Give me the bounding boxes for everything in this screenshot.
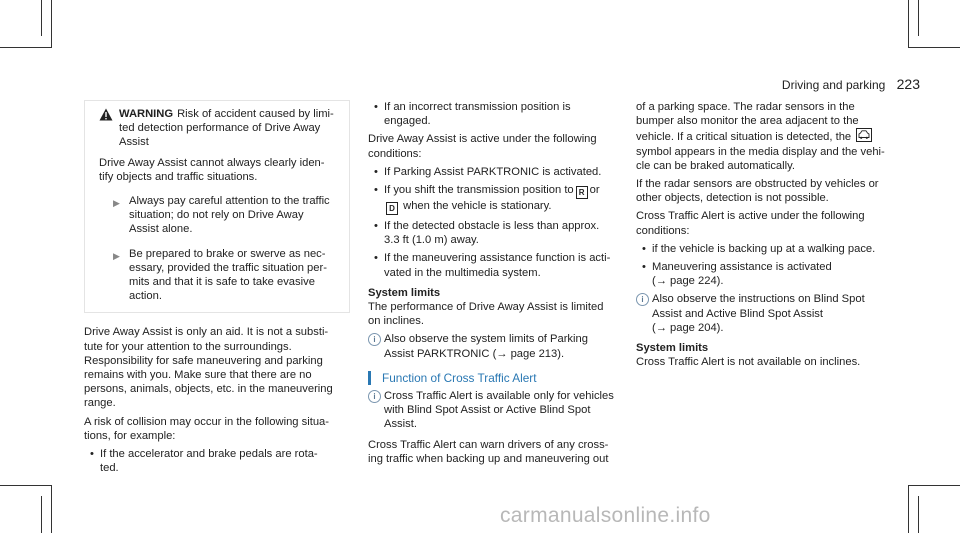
text-line: with Blind Spot Assist or Active Blind Spot [384,404,591,417]
text-line: on inclines. [368,315,424,328]
page-reference-link[interactable]: (→ page 204). [652,321,724,334]
text-line: Drive Away Assist is active under the following [368,133,597,146]
crop-mark [918,496,919,533]
crop-mark [51,0,52,48]
crop-mark [918,0,919,36]
warning-heading [97,107,343,150]
paragraph: Cross Traffic Alert is not available on inclines. [636,356,861,369]
text-line: vated in the multimedia system. [384,266,541,279]
text-line: if the vehicle is backing up at a walking pace. [652,242,876,255]
text-line: Also observe the instructions on Blind Spot [652,293,865,306]
paragraph [84,415,350,443]
page-reference-link[interactable]: Assist PARKTRONIC (→ page 213). [384,347,565,360]
info-icon: i [636,293,649,306]
list-item [368,100,622,128]
arrow-right-icon: ▶ [113,250,120,261]
warning-box [84,100,350,313]
text-line: If the radar sensors are obstructed by vehicles or [636,178,879,191]
gear-drive-symbol: D [386,202,398,215]
text-line: Assist alone. [129,223,193,236]
info-icon: i [368,390,381,403]
text-line: Also observe the system limits of Parking [384,333,588,346]
text-line: essary, provided the traffic situation per- [129,261,327,274]
warning-label: WARNING [119,108,174,120]
warning-action [99,194,343,237]
text-line: conditions: [636,224,690,237]
bullet-list [368,165,622,280]
info-icon: i [368,333,381,346]
text-line: remains with you. Make sure that there are no [84,369,312,382]
text-line: Drive Away Assist cannot always clearly iden- [99,156,325,169]
text-line: persons, animals, objects, etc. in the maneuvering [84,383,333,396]
cross-traffic-car-icon [856,128,872,142]
text-line: situation; do not rely on Drive Away [129,209,304,222]
text-line: If Parking Assist PARKTRONIC is activated. [384,165,602,178]
text-line: Maneuvering assistance is activated [652,261,832,274]
text-line: ing traffic when backing up and maneuvering out [368,452,609,465]
column-middle [368,100,622,470]
text-line: Assist. [384,418,417,431]
warning-action [99,247,343,304]
note [368,332,622,360]
watermark: carmanualsonline.info [500,504,711,527]
text-line: Cross Traffic Alert is available only for vehicles [384,390,614,403]
crop-mark [0,47,52,48]
text-line: Responsibility for safe maneuvering and parking [84,354,323,367]
crop-mark [908,485,960,486]
section-heading: Function of Cross Traffic Alert [368,371,622,385]
gear-reverse-symbol: R [576,186,588,199]
paragraph [636,177,896,205]
paragraph [636,209,896,237]
text-line: Assist and Active Blind Spot Assist [652,307,824,320]
page-reference-link[interactable]: (→ page 224). [652,275,724,288]
arrow-right-icon: ▶ [113,198,120,209]
text-line: bumper also monitor the area adjacent to the [636,115,859,128]
warning-line: Assist [119,136,149,149]
paragraph [636,100,896,173]
subheading: System limits [636,342,709,355]
text-line: engaged. [384,115,431,128]
text-line: other objects, detection is not possible. [636,192,829,205]
list-item [368,183,622,215]
list-item [636,242,896,256]
crop-mark [908,47,960,48]
bullet-list [368,100,622,128]
text-line: If you shift the transmission position to [384,184,574,197]
list-item [368,251,622,279]
text-line: cle can be braked automatically. [636,159,795,172]
text-line: action. [129,290,162,303]
note [368,389,622,432]
warning-line: Risk of accident caused by limi- [177,108,334,120]
text-line: The performance of Drive Away Assist is limited [368,301,604,314]
list-item [84,447,350,475]
crop-mark [0,485,52,486]
page-header [782,76,920,92]
paragraph [368,132,622,160]
text-line: mits and that it is safe to take evasive [129,276,315,289]
paragraph [368,438,622,466]
text-line: tify objects and traffic situations. [99,170,258,183]
crop-mark [41,496,42,533]
text-line: 3.3 ft (1.0 m) away. [384,234,479,247]
text-line: conditions: [368,147,422,160]
crop-mark [51,485,52,533]
paragraph [84,325,350,410]
column-left [84,100,350,479]
text-line: or [589,184,600,197]
text-line: Be prepared to brake or swerve as nec- [129,247,326,260]
list-item [368,165,622,179]
crop-mark [908,0,909,48]
section-title: Driving and parking [781,78,886,92]
text-line: If the detected obstacle is less than approx. [384,220,600,233]
page-number: 223 [896,76,920,92]
text-line: range. [84,397,116,410]
text-line: symbol appears in the media display and the vehi- [636,145,885,158]
text-line: If the accelerator and brake pedals are rota- [100,448,318,461]
warning-triangle-icon [99,108,113,121]
warning-line: ted detection performance of Drive Away [119,122,321,135]
text-line: of a parking space. The radar sensors in the [636,101,855,113]
note [636,292,896,335]
text-line: Cross Traffic Alert can warn drivers of any cross- [368,438,609,451]
list-item [368,219,622,247]
text-line: Always pay careful attention to the traffic [129,195,330,208]
text-line: If the maneuvering assistance function is acti- [384,252,611,265]
warning-body [99,156,343,184]
text-line: when the vehicle is stationary. [403,200,552,213]
list-item [636,260,896,288]
text-line: ted. [100,462,119,475]
text-line: A risk of collision may occur in the following situa- [84,415,329,428]
paragraph [368,300,622,328]
text-line: tute for your attention to the surroundings. [84,340,292,353]
text-line: If an incorrect transmission position is [384,101,571,113]
text-line: tions, for example: [84,429,176,442]
text-line: Drive Away Assist is only an aid. It is not a substi- [84,326,329,339]
crop-mark [41,0,42,36]
bullet-list [636,242,896,289]
column-right [636,100,896,373]
bullet-list [84,447,350,475]
text-line: Cross Traffic Alert is active under the following [636,210,865,223]
text-line: vehicle. If a critical situation is detected, the [636,131,852,144]
subheading: System limits [368,286,441,299]
crop-mark [908,485,909,533]
